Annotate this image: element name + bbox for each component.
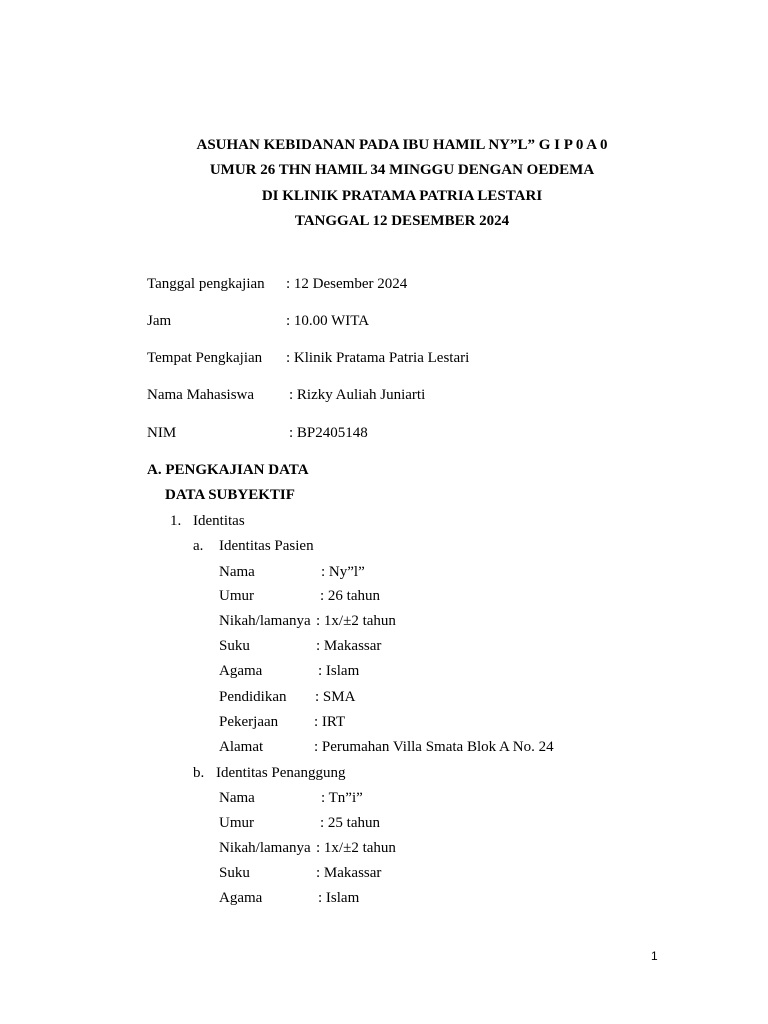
info-value: : BP2405148 [289,425,368,441]
field-value: : Islam [318,663,360,679]
title-line-1: ASUHAN KEBIDANAN PADA IBU HAMIL NY”L” G I P 0 A 0 [196,137,608,153]
field-value: : Ny”l” [321,564,365,580]
field-label: Nikah/lamanya [219,613,311,629]
info-label: Nama Mahasiswa [147,387,255,403]
list-letter: a. [193,538,204,554]
field-label: Nikah/lamanya [219,840,311,856]
info-label: Tempat Pengkajian [147,350,263,366]
list-item-label: Identitas Pasien [219,538,314,554]
list-number: 1. [170,513,182,529]
field-label: Umur [219,588,254,604]
field-label: Nama [219,564,255,580]
field-value: : 1x/±2 tahun [316,840,396,856]
field-label: Suku [219,638,250,654]
field-value: : SMA [315,689,356,705]
field-label: Pendidikan [219,689,287,705]
field-label: Pekerjaan [219,714,279,730]
title-line-4: TANGGAL 12 DESEMBER 2024 [294,213,510,229]
field-label: Agama [219,663,263,679]
subsection-heading: DATA SUBYEKTIF [165,487,295,503]
info-label: Jam [147,313,172,329]
field-value: : IRT [314,714,346,730]
list-letter: b. [193,765,205,781]
list-item-label: Identitas Penanggung [216,765,346,781]
field-value: : 25 tahun [320,815,380,831]
info-value: : Klinik Pratama Patria Lestari [286,350,470,366]
info-value: : Rizky Auliah Juniarti [289,387,426,403]
list-item-label: Identitas [193,513,245,529]
field-label: Alamat [219,739,264,755]
field-label: Nama [219,790,255,806]
field-value: : Islam [318,890,360,906]
info-value: : 10.00 WITA [286,313,370,329]
info-label: NIM [147,425,177,441]
title-line-3: DI KLINIK PRATAMA PATRIA LESTARI [261,188,543,204]
field-value: : Tn”i” [321,790,363,806]
field-value: : Perumahan Villa Smata Blok A No. 24 [314,739,554,755]
page-number: 1 [651,949,658,963]
info-label: Tanggal pengkajian [147,276,265,292]
field-label: Suku [219,865,250,881]
field-label: Agama [219,890,263,906]
field-label: Umur [219,815,254,831]
field-value: : 1x/±2 tahun [316,613,396,629]
info-value: : 12 Desember 2024 [286,276,408,292]
section-heading: A. PENGKAJIAN DATA [147,462,309,478]
field-value: : 26 tahun [320,588,380,604]
field-value: : Makassar [316,865,382,881]
title-line-2: UMUR 26 THN HAMIL 34 MINGGU DENGAN OEDEMA [209,162,595,178]
field-value: : Makassar [316,638,382,654]
